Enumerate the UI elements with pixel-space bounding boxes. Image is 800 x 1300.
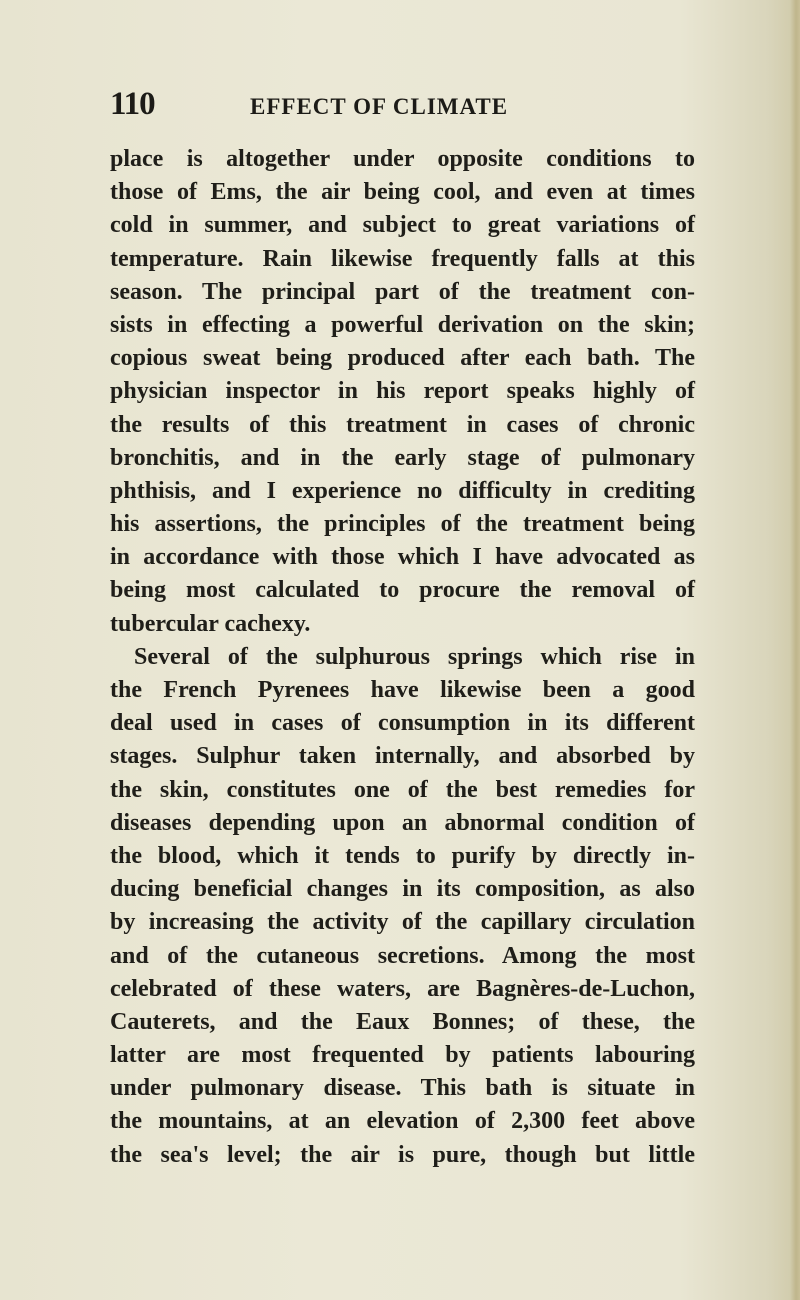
body-text <box>110 143 695 1172</box>
text-line: by increasing the activity of the capillary circulation <box>110 909 695 936</box>
text-line: Cauterets, and the Eaux Bonnes; of these, the <box>110 1008 695 1035</box>
text-line: the results of this treatment in cases of chronic <box>110 411 695 438</box>
text-line: cold in summer, and subject to great variations of <box>110 212 695 239</box>
text-line: latter are most frequented by patients labouring <box>110 1042 695 1069</box>
text-line: the skin, constitutes one of the best remedies for <box>110 776 695 803</box>
text-line: being most calculated to procure the removal of <box>110 577 695 604</box>
text-line: the blood, which it tends to purify by directly in- <box>110 842 695 869</box>
text-line: temperature. Rain likewise frequently falls at this <box>110 245 695 272</box>
text-line: bronchitis, and in the early stage of pulmonary <box>110 444 695 471</box>
text-line: his assertions, the principles of the treatment being <box>110 511 695 538</box>
text-line: place is altogether under opposite conditions to <box>110 146 695 172</box>
text-line: stages. Sulphur taken internally, and absorbed by <box>110 743 695 770</box>
text-line: ducing beneficial changes in its composition, as also <box>110 876 695 903</box>
text-line: tubercular cachexy. <box>110 610 311 637</box>
text-line: and of the cutaneous secretions. Among the most <box>110 942 695 969</box>
page-number: 110 <box>110 86 155 122</box>
text-line: sists in effecting a powerful derivation on the skin; <box>110 311 695 338</box>
text-line: copious sweat being produced after each bath. The <box>110 345 695 372</box>
text-line: the sea's level; the air is pure, though but little <box>110 1141 695 1168</box>
text-line: in accordance with those which I have advocated as <box>110 544 695 571</box>
text-line: phthisis, and I experience no difficulty in crediting <box>110 477 695 504</box>
text-line: celebrated of these waters, are Bagnères-de-Luchon, <box>110 975 695 1002</box>
text-line: the French Pyrenees have likewise been a good <box>110 677 695 703</box>
text-line: those of Ems, the air being cool, and even at times <box>110 179 695 206</box>
running-title: EFFECT OF CLIMATE <box>250 94 509 119</box>
text-line: diseases depending upon an abnormal condition of <box>110 809 695 836</box>
text-line: the mountains, at an elevation of 2,300 feet above <box>110 1108 695 1135</box>
page-edge <box>790 0 800 1300</box>
text-line: deal used in cases of consumption in its different <box>110 710 695 737</box>
text-line: under pulmonary disease. This bath is situate in <box>110 1075 695 1102</box>
page-header <box>110 86 710 126</box>
text-line: Several of the sulphurous springs which rise in <box>134 643 695 670</box>
text-line: physician inspector in his report speaks highly of <box>110 378 695 405</box>
text-line: season. The principal part of the treatment con- <box>110 278 695 305</box>
